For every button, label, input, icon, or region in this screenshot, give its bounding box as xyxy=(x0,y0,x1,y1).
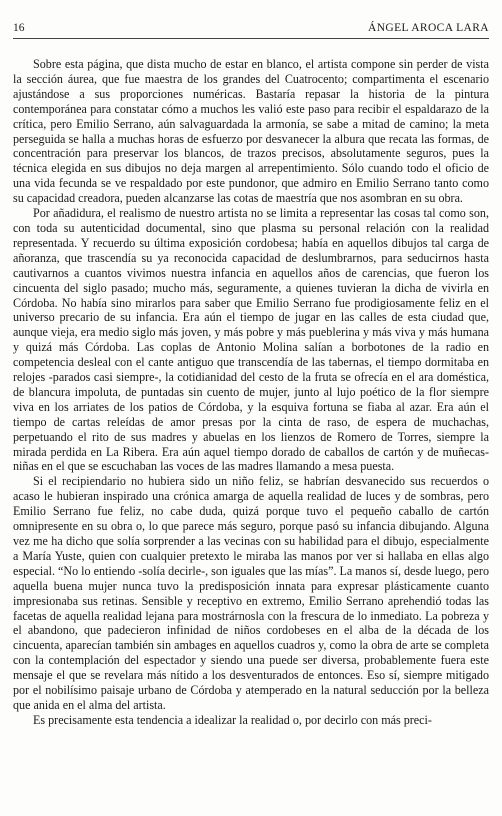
paragraph: Por añadidura, el realismo de nuestro artista no se limita a representar las cosas tal como son, con toda su autenticidad documental, sino que plasma su personal relación con la realidad representada. Y recuerdo su última exposición cordobesa; había en aquellos dibujos tal carga de añoranza, que trascendía su ya reconocida capacidad de deslumbrarnos, para seducirnos hasta cautivarnos a cuantos vivimos nuestra infancia en aquellos años de carencias, que fueron los cincuenta del siglo pasado; mucho más, seguramente, a quienes tuvieran la dicha de vivirla en Córdoba. No había sino mirarlos para saber que Emilio Serrano fue prodigiosamente feliz en el universo precario de su infancia. Era aún el tiempo de jugar en las calles de esta ciudad que, aunque vieja, era medio siglo más joven, y más pobre y más pueblerina y más viva y más humana y quizá más Córdoba. Las coplas de Antonio Molina salían a borbotones de la radio en competencia desleal con el cante antiguo que transcendía de las tabernas, el tiempo dormitaba en relojes -parados casi siempre-, la cotidianidad del cesto de la fruta se ofrecía en el ara doméstica, de blancura impoluta, de puntadas sin cuento de mujer, junto al lujo poético de la flor siempre viva en los arriates de los patios de Córdoba, y la esquiva fortuna se fiaba al azar. Era aún el tiempo de cartas releídas de amor presas por la cinta de raso, de espera de muchachas, perpetuando el rito de sus madres y abuelas en los lienzos de Romero de Torres, siempre la mirada perdida en La Ribera. Era aún aquel tiempo dorado de caballos de cartón y de muñecas-niñas en el que se escuchaban las voces de las madres llamando a mesa puesta. xyxy=(13,206,489,474)
paragraph: Sobre esta página, que dista mucho de estar en blanco, el artista compone sin perder de vista la sección áurea, que fue maestra de los grandes del Cuatrocento; compartimenta el escenario ajustándose a sus proporciones numéricas. Bastaría repasar la historia de la pintura contemporánea para constatar cómo a muchos les valió este paso para recibir el espaldarazo de la crítica, pero Emilio Serrano, aún salvaguardada la armonía, se sabe a mitad de camino; la meta perseguida se halla a muchas horas de esfuerzo por desvanecer la albura que recata las formas, de concentración para preservar los blancos, de trazos precisos, absolutamente seguros, pues la técnica elegida en sus dibujos no deja margen al arrepentimiento. Sólo cuando todo el oficio de una vida fecunda se ve respaldado por este pundonor, que admiro en Emilio Serrano tanto como su capacidad creadora, pueden alcanzarse las cotas de maestría que nos asombran en su obra. xyxy=(13,57,489,206)
page-number: 16 xyxy=(13,22,25,34)
body-text xyxy=(13,57,489,728)
running-head-author: ÁNGEL AROCA LARA xyxy=(368,22,489,34)
paragraph: Es precisamente esta tendencia a idealizar la realidad o, por decirlo con más preci- xyxy=(33,712,432,727)
paragraph: Si el recipiendario no hubiera sido un niño feliz, se habrían desvanecido sus recuerdos o acaso le hubieran inspirado una crónica amarga de aquella realidad de luces y de sombras, pero Emilio Serrano fue feliz, no cabe duda, quizá porque tuvo el pequeño caballo de cartón omnipresente en su obra o, lo que parece más seguro, porque pasó su infancia dibujando. Alguna vez me ha dicho que solía sorprender a las vecinas con su habilidad para el dibujo, especialmente a María Yuste, quien con cualquier pretexto le miraba las manos por ver si hallaba en ellas algo especial. “No lo entiendo -solía decirle-, son iguales que las mías”. La manos sí, desde luego, pero aquella buena mujer nunca tuvo la predisposición innata para expresar plásticamente cuanto impresionaba sus retinas. Sensible y receptivo en extremo, Emilio Serrano aprehendió todas las facetas de aquella realidad lejana para mostrárnosla con la frescura de lo inmediato. La pobreza y el abandono, que padecieron infinidad de niños cordobeses en el alba de la década de los cincuenta, aparecían también sin ambages en aquellos cuadros y, como la obra de arte se completa con la contemplación del espectador y siendo una puede ser diversa, probablemente fuera este mensaje el que se revelara más nítido a los desventurados de entonces. Eso sí, siempre mitigado por el nobilísimo paisaje urbano de Córdoba y atemperado en la natural seducción por la belleza que anida en el alma del artista. xyxy=(13,474,489,712)
page-header xyxy=(13,22,489,39)
